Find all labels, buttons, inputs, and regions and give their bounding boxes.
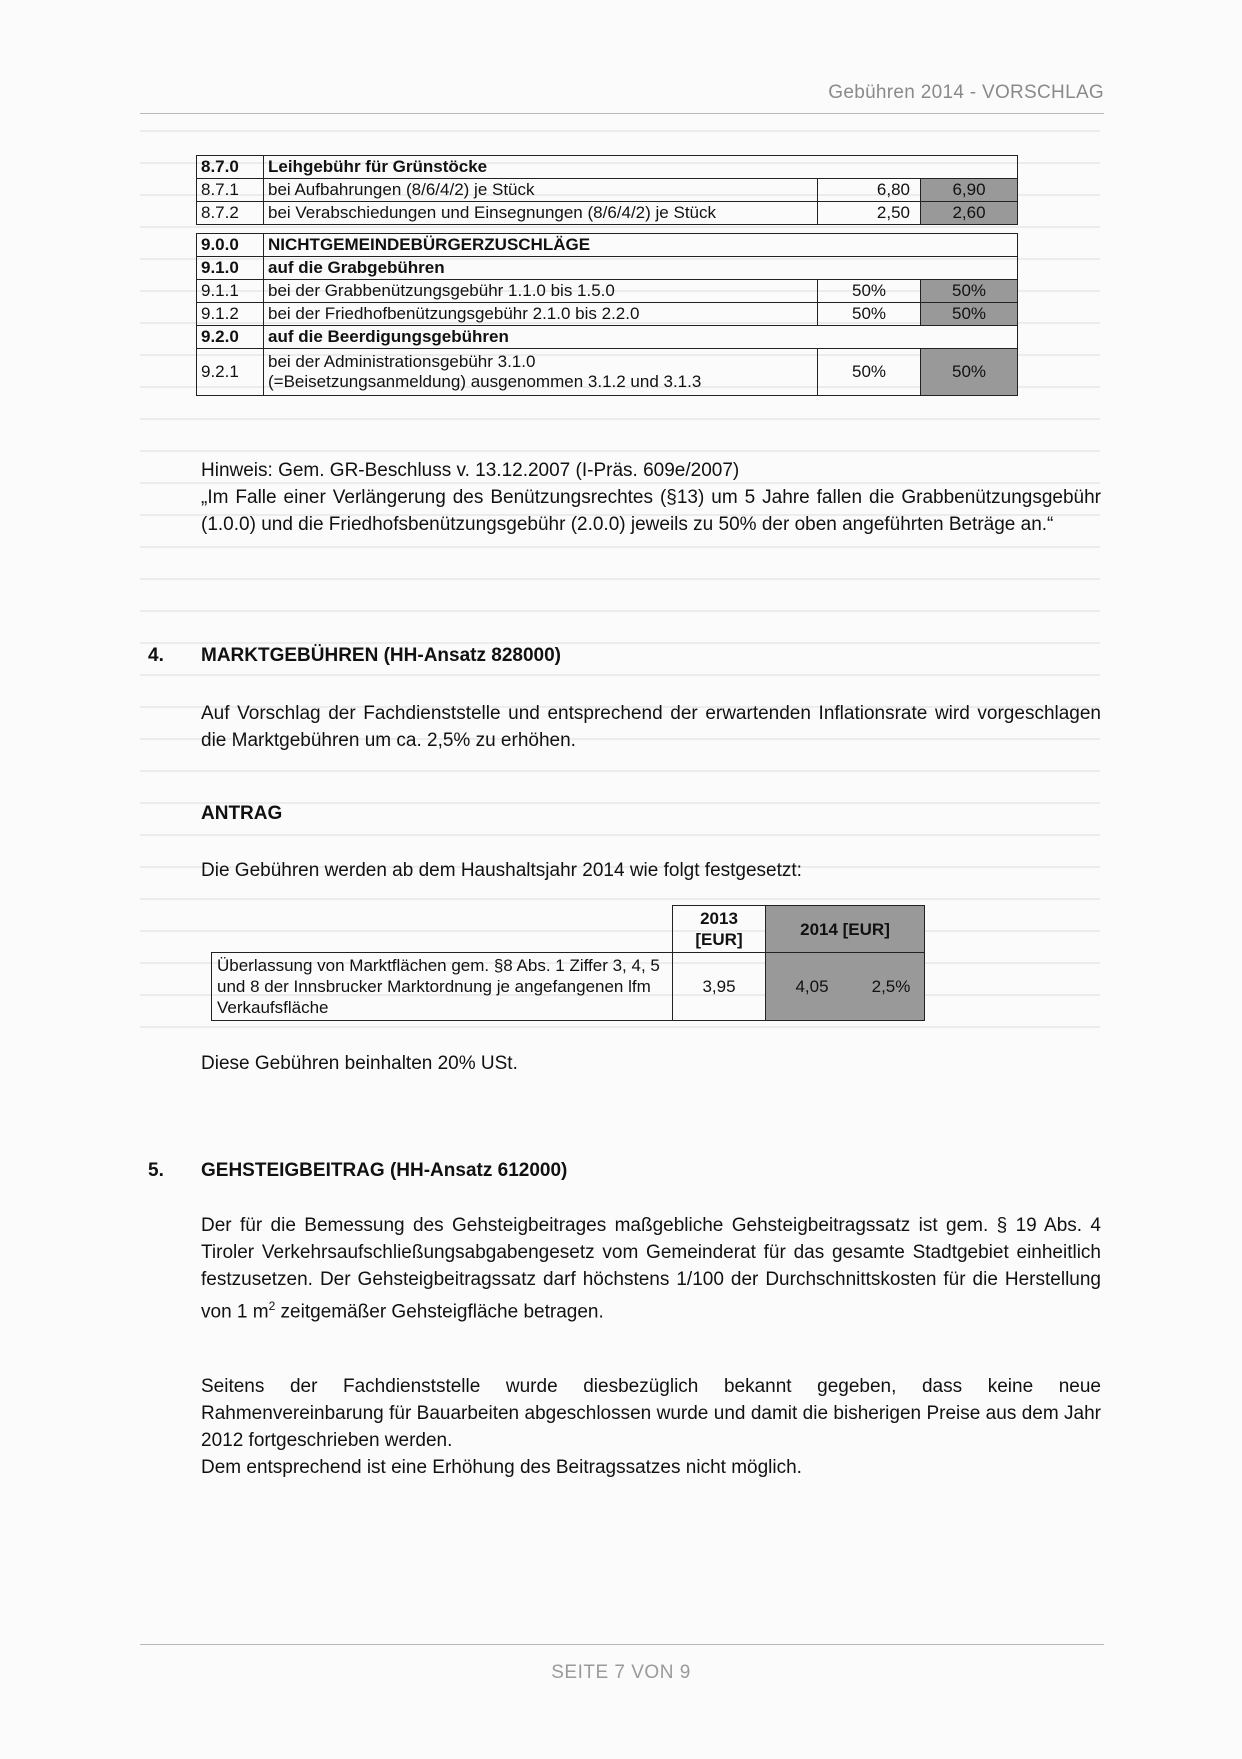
section-paragraph: Auf Vorschlag der Fachdienststelle und entsprechend der erwartenden Inflationsrate wird vorgeschlagen die Marktgebühren um ca. 2,5% zu erhöhen. [201,703,1101,751]
column-header-2013: 2013 [EUR] [673,906,766,953]
table-row [197,156,1018,179]
superscript: 2 [268,1299,276,1313]
value-2014: 4,05 [766,953,859,1021]
row-label: bei der Grabbenützungsgebühr 1.1.0 bis 1.5.0 [264,280,818,303]
row-code: 9.1.2 [197,303,264,326]
table-row [197,280,1018,303]
table-row [197,349,1018,396]
table-row [197,234,1018,257]
row-label: auf die Grabgebühren [264,257,1018,280]
value-2013: 50% [818,303,921,326]
row-code: 9.0.0 [197,234,264,257]
row-label: auf die Beerdigungsgebühren [264,326,1018,349]
change-percent: 2,5% [858,953,925,1021]
row-label: NICHTGEMEINDEBÜRGERZUSCHLÄGE [264,234,1018,257]
row-label: Leihgebühr für Grünstöcke [264,156,1018,179]
value-2013: 3,95 [673,953,766,1021]
section-number: 5. [148,1160,164,1181]
section-paragraph [201,1212,1101,1325]
section-number: 4. [148,645,164,666]
value-2013: 50% [818,349,921,396]
table-row [197,179,1018,202]
row-code: 9.2.1 [197,349,264,396]
row-label [264,349,818,396]
table-header-row [212,906,925,953]
value-2014: 6,90 [921,179,1018,202]
section-paragraph: Dem entsprechend ist eine Erhöhung des Beitragssatzes nicht möglich. [201,1457,802,1478]
row-code: 8.7.1 [197,179,264,202]
value-2014: 2,60 [921,202,1018,225]
row-description: Überlassung von Marktflächen gem. §8 Abs. 1 Ziffer 3, 4, 5 und 8 der Innsbrucker Marktordnung je angefangenen lfm Verkaufsfläche [212,953,673,1021]
value-2014: 50% [921,349,1018,396]
note-line: Hinweis: Gem. GR-Beschluss v. 13.12.2007 (I-Präs. 609e/2007) [201,460,740,481]
fees-table [196,155,1018,396]
section-note: Diese Gebühren beinhalten 20% USt. [201,1053,518,1074]
table-row [197,257,1018,280]
table-row [197,202,1018,225]
section-paragraph: Die Gebühren werden ab dem Haushaltsjahr 2014 wie folgt festgesetzt: [201,860,802,881]
value-2013: 50% [818,280,921,303]
section-paragraph: Seitens der Fachdienststelle wurde diesbezüglich bekannt gegeben, dass keine neue Rahmenvereinbarung für Bauarbeiten abgeschlossen wurde und damit die bisherigen Preise aus dem Jahr 2012 fortgeschrieben werden. [201,1376,1101,1451]
paragraph-text: Der für die Bemessung des Gehsteigbeitrages maßgebliche Gehsteigbeitragssatz ist gem. § 19 Abs. 4 Tiroler Verkehrsaufschließungsabgabengesetz vom Gemeinderat für das gesamte Stadtgebiet einheitlich festzusetzen. Der Gehsteigbeitragssatz darf höchstens 1/100 der Durchschnittskosten für die Herstellung von 1 m [201,1215,1101,1323]
value-2014: 50% [921,280,1018,303]
paragraph-text: zeitgemäßer Gehsteigfläche betragen. [275,1301,604,1323]
page-header: Gebühren 2014 - VORSCHLAG [828,82,1104,103]
table-row [197,326,1018,349]
row-label-line: bei der Administrationsgebühr 3.1.0 [268,352,536,371]
row-code: 8.7.2 [197,202,264,225]
section-title: GEHSTEIGBEITRAG (HH-Ansatz 612000) [201,1160,568,1181]
footer-divider [140,1644,1104,1645]
section-title: MARKTGEBÜHREN (HH-Ansatz 828000) [201,645,561,666]
note-paragraph [201,457,1101,538]
row-code: 8.7.0 [197,156,264,179]
table-row [197,303,1018,326]
market-fees-table [211,905,925,1021]
row-label: bei Verabschiedungen und Einsegnungen (8/6/4/2) je Stück [264,202,818,225]
table-row [212,953,925,1021]
header-divider [140,113,1104,114]
row-label-line: (=Beisetzungsanmeldung) ausgenommen 3.1.2 und 3.1.3 [268,372,702,391]
value-2013: 2,50 [818,202,921,225]
row-label: bei der Friedhofbenützungsgebühr 2.1.0 bis 2.2.0 [264,303,818,326]
value-2014: 50% [921,303,1018,326]
note-quote: „Im Falle einer Verlängerung des Benützungsrechtes (§13) um 5 Jahre fallen die Grabbenützungsgebühr (1.0.0) und die Friedhofsbenützungsgebühr (2.0.0) jeweils zu 50% der oben angeführten Beträge an.“ [201,487,1101,535]
row-code: 9.1.1 [197,280,264,303]
column-header-2014: 2014 [EUR] [766,906,925,953]
page-number: SEITE 7 VON 9 [551,1662,691,1683]
value-2013: 6,80 [818,179,921,202]
antrag-heading: ANTRAG [201,803,283,824]
row-code: 9.2.0 [197,326,264,349]
row-label: bei Aufbahrungen (8/6/4/2) je Stück [264,179,818,202]
row-code: 9.1.0 [197,257,264,280]
